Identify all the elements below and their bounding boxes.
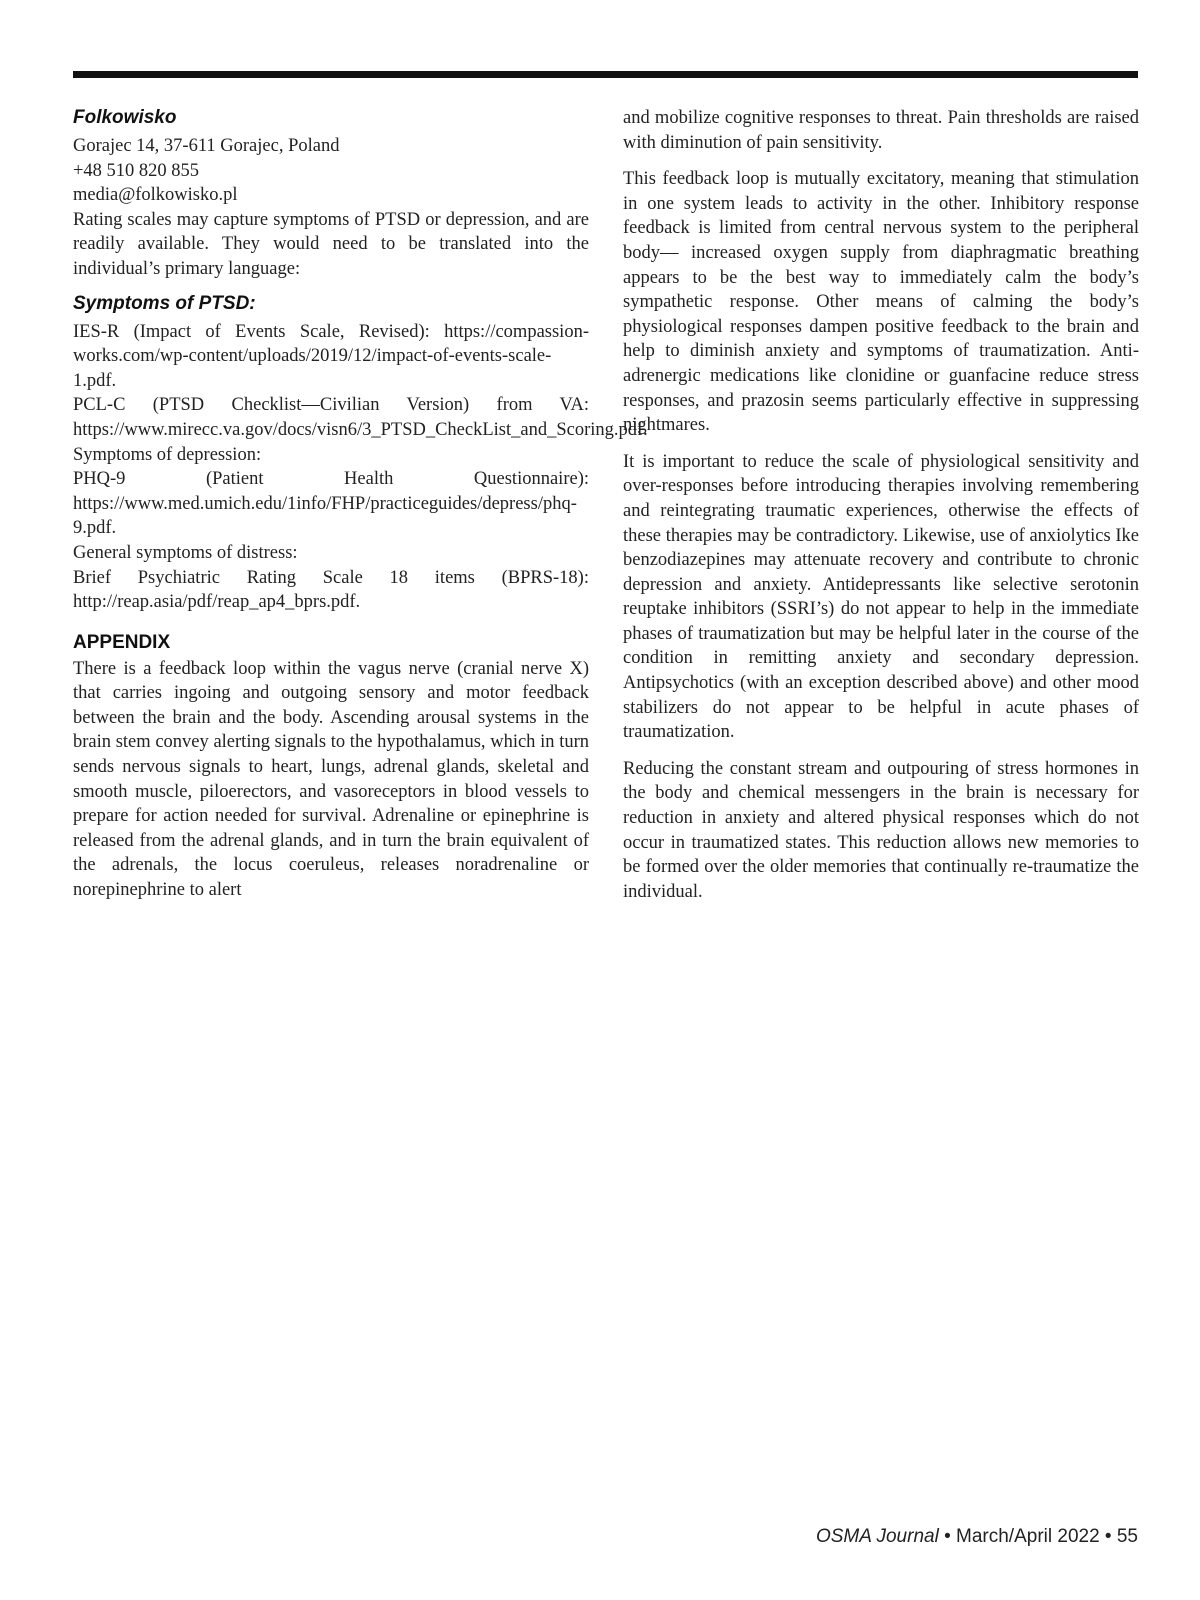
org-address: Gorajec 14, 37-611 Gorajec, Poland	[73, 136, 340, 156]
org-heading: Folkowisko	[73, 107, 177, 128]
depression-label: Symptoms of depression:	[73, 444, 262, 465]
appendix-paragraph: There is a feedback loop within the vagus nerve (cranial nerve X) that carries ingoing and outgoing sensory and motor feedback between the brain and the body. Ascending arousal systems in the brain stem convey alerting signals to the hypothalamus, which in turn sends nervous signals to heart, lungs, adrenal glands, skeletal and smooth muscle, piloerectors, and vasoreceptors in blood vessels to prepare for action needed for survival. Adrenaline or epinephrine is released from the adrenal glands, and in turn the brain equivalent of the adrenals, the locus coeruleus, releases noradrenaline or norepinephrine to alert	[73, 658, 589, 901]
ptsd-heading: Symptoms of PTSD:	[73, 292, 256, 314]
body-paragraph: It is important to reduce the scale of physiological sensitivity and over-responses before introducing therapies involving remembering and reintegrating traumatic experiences, otherwise the effects of these therapies may be contradictory. Likewise, use of anxiolytics Ike benzodiazepines may attenuate recovery and contribute to chronic depression and anxiety. Antidepressants like selective serotonin reuptake inhibitors (SSRI’s) do not appear to help in the immediate phases of traumatization but may be helpful later in the course of the condition in remitting anxiety and secondary depression. Antipsychotics (with an exception described above) and other mood stabilizers do not appear to be helpful in acute phases of traumatization.	[623, 451, 1139, 743]
phq-9-scale: PHQ-9 (Patient Health Questionnaire): https://www.med.umich.edu/1info/FHP/practiceguides/depress/phq-9.pdf.	[73, 469, 589, 539]
body-paragraph: This feedback loop is mutually excitatory, meaning that stimulation in one system leads to activity in the other. Inhibitory response feedback is limited from central nervous system to the peripheral body— increased oxygen supply from diaphragmatic breathing appears to be the best way to immediately calm the body’s sympathetic response. Other means of calming the body’s physiological responses dampen positive feedback to the brain and help to diminish anxiety and symptoms of traumatization. Anti-adrenergic medications like clonidine or guanfacine reduce stress responses, and prazosin seems particularly effective in suppressing nightmares.	[623, 169, 1139, 436]
pcl-c-scale: PCL-C (PTSD Checklist—Civilian Version) from VA: https://www.mirecc.va.gov/docs/visn6/3_PTSD_CheckList_and_Scoring.pdf.	[73, 395, 648, 440]
journal-name: OSMA Journal	[815, 1526, 939, 1547]
bprs-18-scale: Brief Psychiatric Rating Scale 18 items (BPRS-18): http://reap.asia/pdf/reap_ap4_bprs.pdf.	[73, 567, 589, 613]
top-rule	[73, 71, 1138, 78]
page-footer	[816, 1526, 1138, 1548]
issue-and-page: • March/April 2022 • 55	[938, 1526, 1138, 1547]
appendix-heading: APPENDIX	[73, 631, 171, 653]
body-paragraph: and mobilize cognitive responses to threat. Pain thresholds are raised with diminution of pain sensitivity.	[623, 108, 1139, 153]
org-email: media@folkowisko.pl	[73, 185, 238, 206]
body-paragraph: Reducing the constant stream and outpouring of stress hormones in the body and chemical messengers in the brain is necessary for reduction in anxiety and altered physical responses which do not occur in traumatized states. This reduction allows new memories to be formed over the older memories that continually re-traumatize the individual.	[623, 758, 1139, 902]
ies-r-scale: IES-R (Impact of Events Scale, Revised): https://compassion-works.com/wp-content/uploads/2019/12/impact-of-events-scale-1.pdf.	[73, 321, 589, 391]
right-column	[623, 106, 1139, 916]
rating-scales-paragraph: Rating scales may capture symptoms of PTSD or depression, and are readily available. They would need to be translated into the individual’s primary language:	[73, 209, 589, 279]
left-column	[73, 106, 648, 903]
org-phone: +48 510 820 855	[73, 160, 200, 181]
distress-label: General symptoms of distress:	[73, 542, 298, 563]
